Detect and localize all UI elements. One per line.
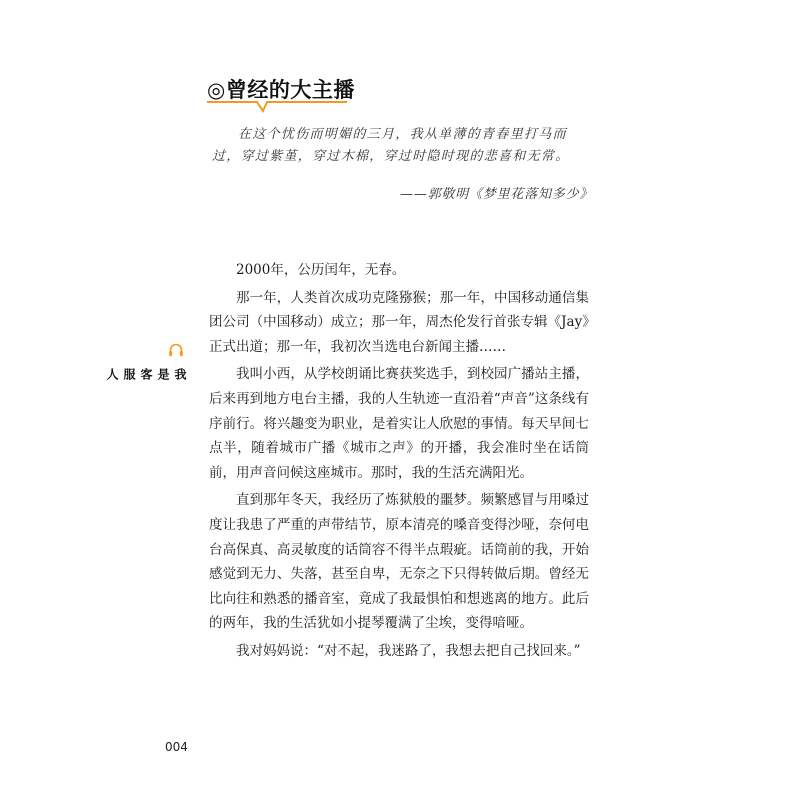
paragraph: 那一年，人类首次成功克隆猕猴；那一年，中国移动通信集团公司（中国移动）成立；那一年，周杰伦发行首张专辑《Jay》正式出道；那一年，我初次当选电台新闻主播…… bbox=[209, 289, 589, 355]
chapter-heading bbox=[207, 74, 355, 114]
paragraph: 我叫小西，从学校朗诵比赛获奖选手，到校园广播站主播，后来再到地方电台主播，我的人生轨迹一直沿着“声音”这条线有序前行。将兴趣变为职业，是着实让人欣慰的事情。每天早间七点半，随着城市广播《城市之声》的开播，我会准时坐在话筒前，用声音问候这座城市。那时，我的生活充满阳光。 bbox=[209, 366, 589, 481]
page-number: 004 bbox=[165, 740, 188, 754]
paragraph: 我对妈妈说：“对不起，我迷路了，我想去把自己找回来。” bbox=[236, 642, 581, 659]
body-text bbox=[209, 258, 589, 667]
headset-icon bbox=[168, 342, 184, 358]
paragraph: 直到那年冬天，我经历了炼狱般的噩梦。频繁感冒与用嗓过度让我患了严重的声带结节，原本清亮的嗓音变得沙哑，奈何电台高保真、高灵敏度的话筒容不得半点瑕疵。话筒前的我，开始感觉到无力、失落，甚至自卑，无奈之下只得转做后期。曾经无比向往和熟悉的播音室，竟成了我最惧怕和想逃离的地方。此后的两年，我的生活犹如小提琴覆满了尘埃，变得喑哑。 bbox=[209, 492, 589, 632]
epigraph-quote: 在这个忧伤而明媚的三月，我从单薄的青春里打马而过，穿过紫堇，穿过木棉，穿过时隐时现的悲喜和无常。 bbox=[212, 127, 570, 164]
chapter-title: ◎曾经的大主播 bbox=[207, 78, 355, 102]
paragraph: 2000年，公历闰年，无春。 bbox=[236, 262, 406, 278]
speech-bubble-underline bbox=[207, 99, 347, 113]
side-tab-label: 我是客服人 bbox=[105, 368, 187, 381]
epigraph-source: ——郭敬明《梦里花落知多少》 bbox=[400, 187, 594, 202]
